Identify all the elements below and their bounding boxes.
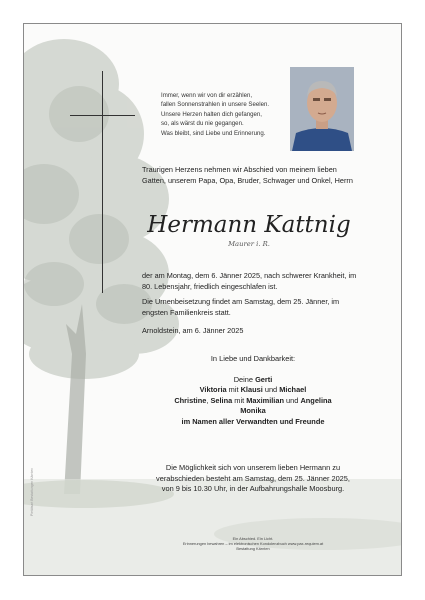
poem (161, 91, 301, 138)
mourner-conj: mit (232, 395, 247, 405)
intro-text: Traurigen Herzens nehmen wir Abschied von meinem lieben Gatten, unserem Papa, Opa, Bruder, Schwager und Onkel, Herrn (142, 165, 353, 185)
mourner-line: im Namen aller Verwandten und Freunde (181, 416, 325, 426)
mourner-conj: , (206, 395, 211, 405)
deceased-name: Hermann Kattnig (147, 212, 351, 238)
footer (142, 536, 364, 551)
mourners (142, 354, 364, 428)
burial-notice-text: Die Urnenbeisetzung findet am Samstag, dem 25. Jänner, im engsten Familienkreis statt. (142, 297, 340, 317)
mourner-conj: und (262, 385, 280, 395)
mourner-name: Christine (174, 395, 207, 405)
mourner-name: Maximilian (246, 395, 284, 405)
mourner-conj: mit (226, 385, 241, 395)
occupation: Maurer i. R. (228, 240, 270, 248)
farewell-line: von 9 bis 10.30 Uhr, in der Aufbahrungshalle Moosburg. (161, 484, 345, 494)
portrait-photo (290, 67, 354, 151)
mourner-name: Selina (210, 395, 233, 405)
mourner-line: Monika (240, 406, 266, 416)
mourner-line (142, 396, 364, 407)
mourner-name: Klausi (240, 385, 263, 395)
cross-icon-bar (70, 115, 135, 116)
place-date-text: Arnoldstein, am 6. Jänner 2025 (142, 326, 244, 335)
footer-line: Erinnerungen bewahren – im elektronischen Kondolenzbuch www.pax-requiem.at (182, 541, 324, 546)
poem-line: Was bleibt, sind Liebe und Erinnerung. (161, 129, 266, 137)
death-notice-text: der am Montag, dem 6. Jänner 2025, nach schwerer Krankheit, im 80. Lebensjahr, friedlich eingeschlafen ist. (142, 271, 357, 291)
burial-notice (142, 297, 364, 318)
footer-line: Ein Abschied. Ein Licht. (232, 536, 274, 541)
footer-line: Bestattung Kärnten (236, 546, 270, 551)
death-notice (142, 271, 364, 292)
place-date (142, 326, 364, 337)
poem-line: Immer, wenn wir von dir erzählen, (161, 92, 253, 99)
mourner-prefix: Deine (233, 374, 256, 384)
poem-line: so, als wärst du nie gegangen. (161, 120, 244, 128)
farewell-info (142, 463, 364, 495)
mourners-heading: In Liebe und Dankbarkeit: (210, 354, 296, 363)
farewell-line: Die Möglichkeit sich von unserem lieben Hermann zu (165, 463, 341, 472)
poem-line: Unsere Herzen halten dich gefangen, (161, 110, 262, 118)
mourner-conj: und (284, 395, 301, 405)
mourner-name: Michael (279, 385, 307, 395)
mourner-line (142, 375, 364, 386)
cross-icon (102, 71, 103, 293)
poem-line: fallen Sonnenstrahlen in unsere Seelen. (161, 101, 270, 109)
obituary-card (23, 23, 402, 576)
mourner-name: Viktoria (199, 385, 227, 395)
mourner-name: Gerti (255, 374, 273, 384)
mourner-name: Angelina (300, 395, 332, 405)
farewell-line: verabschieden besteht am Samstag, dem 25. Jänner 2025, (156, 473, 350, 483)
photo-credit: Pietätsart Bestattungen Kärnten (30, 467, 34, 516)
mourner-line (142, 385, 364, 396)
